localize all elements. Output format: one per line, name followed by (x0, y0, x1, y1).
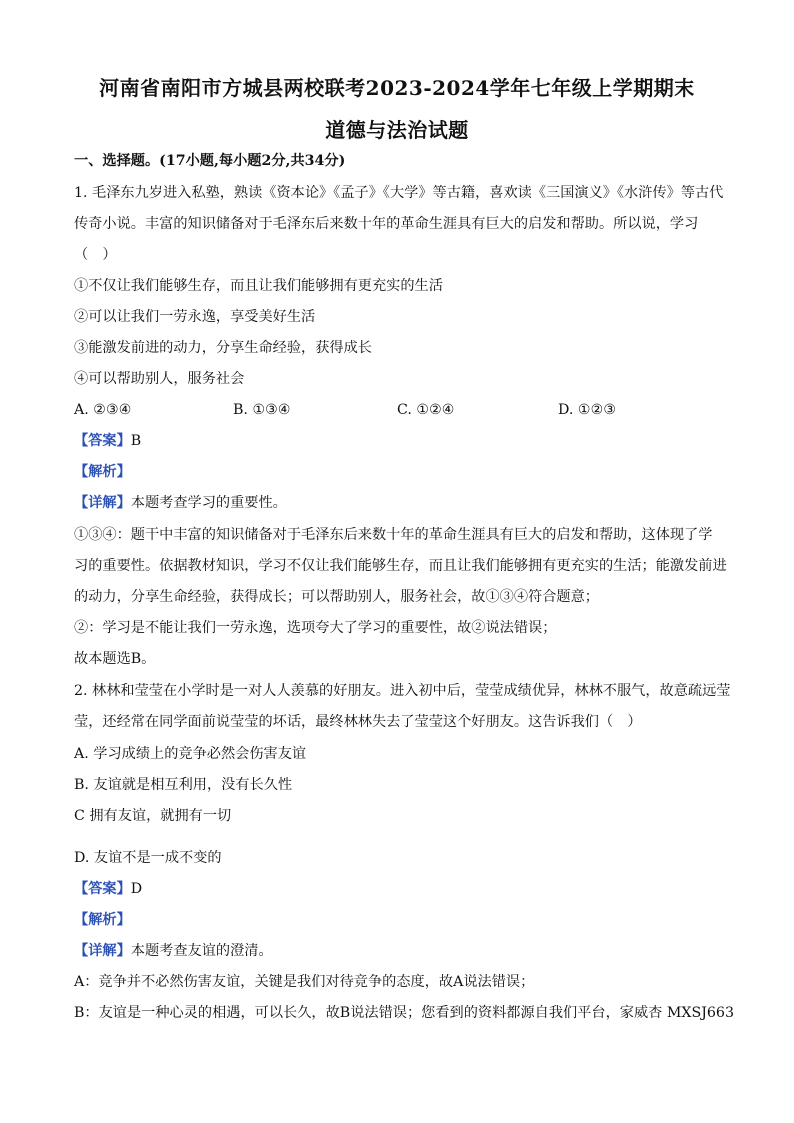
q1-item-2: ②可以让我们一劳永逸，享受美好生活 (74, 309, 316, 325)
q1-item-4: ④可以帮助别人，服务社会 (74, 371, 245, 387)
q2-stem-line2: 莹，还经常在同学面前说莹莹的坏话，最终林林失去了莹莹这个好朋友。这告诉我们（ ） (74, 714, 642, 730)
q2-option-d: D. 友谊不是一成不变的 (74, 850, 222, 866)
q1-explanation-line2: 习的重要性。依据教材知识，学习不仅让我们能够生存，而且让我们能够拥有更充实的生活；能激发前进 (74, 558, 727, 574)
q1-answer-value: B (130, 433, 142, 449)
q2-detail (74, 942, 273, 960)
q1-analysis-tag: 【解析】 (74, 464, 131, 480)
q1-stem-line1: 1. 毛泽东九岁进入私塾，熟读《资本论》《孟子》《大学》等古籍，喜欢读《三国演义》《水浒传》等古代 (74, 185, 724, 201)
q2-answer-value: D (130, 881, 143, 897)
q1-option-c: C. ①②④ (397, 402, 455, 418)
q1-detail-tag: 【详解】 (74, 495, 131, 511)
q1-blank: （ ） (74, 247, 117, 263)
q1-explanation-line1: ①③④：题干中丰富的知识储备对于毛泽东后来数十年的革命生涯具有巨大的启发和帮助，这体现了学 (74, 527, 713, 543)
document-title-line2: 道德与法治试题 (325, 118, 469, 142)
q1-analysis (74, 463, 131, 481)
q1-option-b: B. ①③④ (233, 402, 291, 418)
q1-explanation-line4: ②：学习是不能让我们一劳永逸，选项夸大了学习的重要性，故②说法错误； (74, 620, 557, 636)
q2-option-b: B. 友谊就是相互利用，没有长久性 (74, 777, 293, 793)
q2-stem-line1: 2. 林林和莹莹在小学时是一对人人羡慕的好朋友。进入初中后，莹莹成绩优异，林林不服气，故意疏远莹 (74, 683, 731, 699)
q1-answer-tag: 【答案】 (74, 433, 131, 449)
q2-answer (74, 880, 142, 898)
q2-detail-text: 本题考查友谊的澄清。 (130, 943, 273, 959)
q1-answer (74, 432, 141, 450)
q1-conclusion: 故本题选B。 (74, 651, 156, 667)
q1-item-3: ③能激发前进的动力，分享生命经验，获得成长 (74, 340, 372, 356)
q1-option-a: A. ②③④ (74, 402, 132, 418)
q1-stem-line2: 传奇小说。丰富的知识储备对于毛泽东后来数十年的革命生涯具有巨大的启发和帮助。所以说，学习 (74, 216, 699, 232)
q2-detail-tag: 【详解】 (74, 943, 131, 959)
q1-detail-text: 本题考查学习的重要性。 (130, 495, 287, 511)
q2-option-c: C 拥有友谊，就拥有一切 (74, 808, 232, 824)
section-heading: 一、选择题。(17小题,每小题2分,共34分) (74, 153, 346, 169)
document-title-line1: 河南省南阳市方城县两校联考2023-2024学年七年级上学期期末 (99, 76, 695, 100)
q2-explanation-a: A：竞争并不必然伤害友谊，关键是我们对待竞争的态度，故A说法错误； (74, 974, 535, 990)
q2-analysis (74, 911, 131, 929)
q1-explanation-line3: 的动力，分享生命经验，获得成长；可以帮助别人，服务社会，故①③④符合题意； (74, 589, 599, 605)
q2-option-a: A. 学习成绩上的竞争必然会伤害友谊 (74, 746, 307, 762)
q2-analysis-tag: 【解析】 (74, 912, 131, 928)
q1-option-d: D. ①②③ (558, 402, 617, 418)
q1-item-1: ①不仅让我们能够生存，而且让我们能够拥有更充实的生活 (74, 278, 443, 294)
q2-answer-tag: 【答案】 (74, 881, 131, 897)
q1-detail (74, 494, 287, 512)
q2-explanation-b: B：友谊是一种心灵的相遇，可以长久，故B说法错误；您看到的资料都源自我们平台，家威杏 MXSJ663 (74, 1005, 734, 1021)
